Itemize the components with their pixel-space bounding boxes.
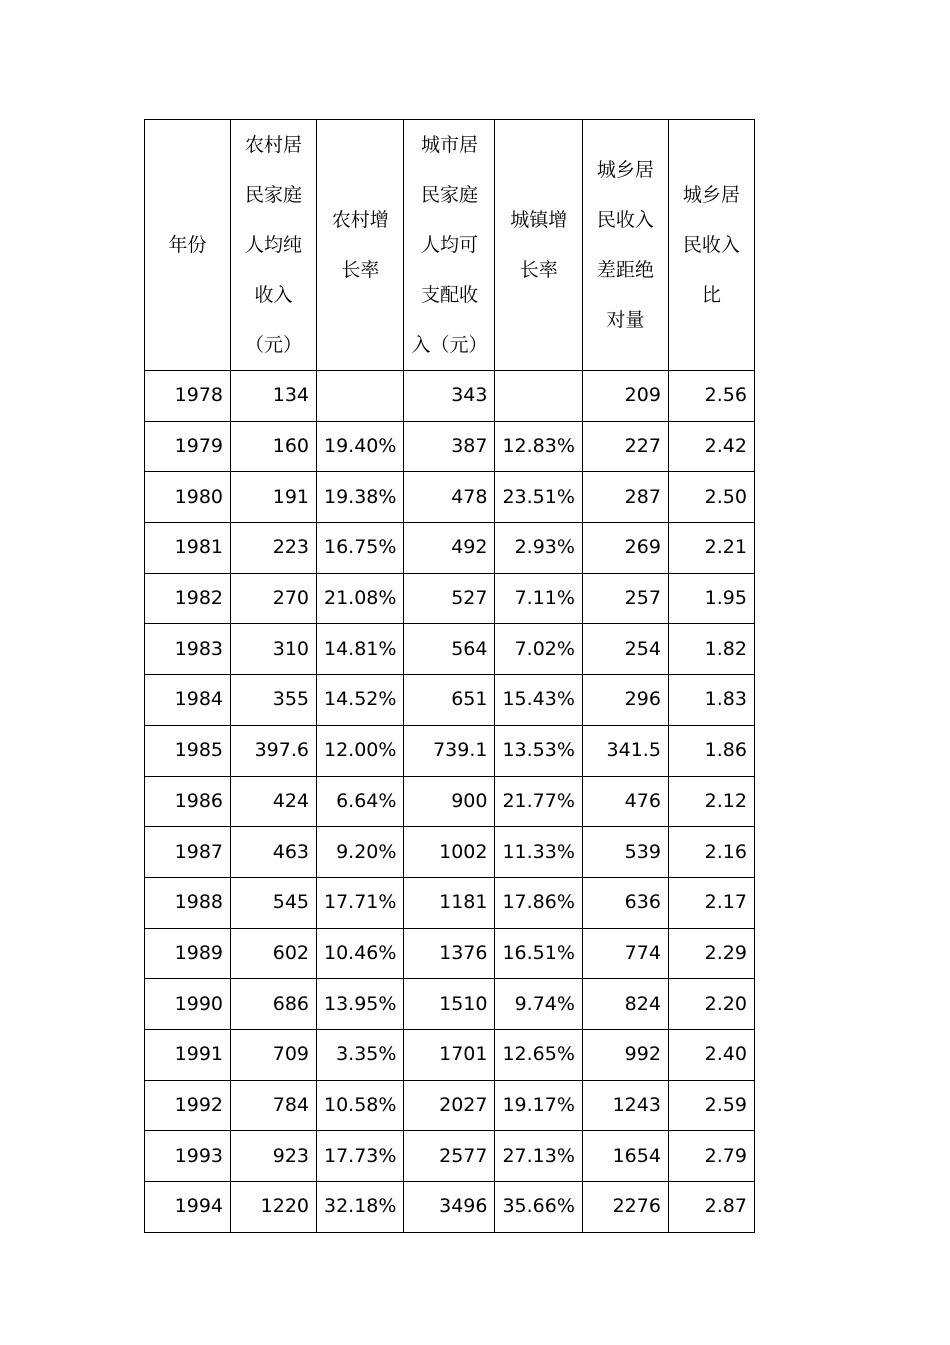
urban-income-cell: 1376 [404,928,495,979]
urban-growth-cell: 12.83% [495,421,582,472]
gap-absolute-cell: 774 [582,928,668,979]
header-line: 农村居 [244,134,302,156]
income-ratio-cell: 1.82 [668,624,754,675]
income-ratio-cell: 2.16 [668,827,754,878]
gap-absolute-cell: 1654 [582,1131,668,1182]
year-cell: 1991 [145,1029,231,1080]
income-ratio-cell: 2.29 [668,928,754,979]
income-ratio-cell: 2.21 [668,523,754,574]
header-rural-income [231,120,317,371]
rural-growth-cell: 17.71% [317,877,404,928]
header-line: 长率 [519,259,558,281]
income-ratio-cell: 2.56 [668,371,754,422]
urban-income-cell: 492 [404,523,495,574]
year-cell: 1984 [145,675,231,726]
header-line: 城市居 [420,134,478,156]
urban-growth-cell: 21.77% [495,776,582,827]
urban-growth-cell [495,371,582,422]
header-line: 民收入 [596,209,654,231]
urban-income-cell: 564 [404,624,495,675]
urban-income-cell: 343 [404,371,495,422]
header-line: 民家庭 [420,184,478,206]
table-row [145,1182,755,1233]
gap-absolute-cell: 257 [582,573,668,624]
urban-growth-cell: 11.33% [495,827,582,878]
rural-growth-cell: 6.64% [317,776,404,827]
urban-growth-cell: 7.11% [495,573,582,624]
year-cell: 1992 [145,1080,231,1131]
year-cell: 1987 [145,827,231,878]
urban-growth-cell: 19.17% [495,1080,582,1131]
rural-growth-cell: 16.75% [317,523,404,574]
table-row [145,371,755,422]
urban-income-cell: 3496 [404,1182,495,1233]
table-row [145,523,755,574]
income-ratio-cell: 2.17 [668,877,754,928]
income-ratio-cell: 2.59 [668,1080,754,1131]
rural-income-cell: 424 [231,776,317,827]
rural-income-cell: 784 [231,1080,317,1131]
rural-income-cell: 709 [231,1029,317,1080]
gap-absolute-cell: 287 [582,472,668,523]
gap-absolute-cell: 296 [582,675,668,726]
urban-growth-cell: 2.93% [495,523,582,574]
header-line: 城乡居 [596,159,654,181]
rural-growth-cell: 12.00% [317,725,404,776]
rural-growth-cell: 21.08% [317,573,404,624]
rural-growth-cell: 19.40% [317,421,404,472]
gap-absolute-cell: 992 [582,1029,668,1080]
rural-income-cell: 134 [231,371,317,422]
urban-growth-cell: 15.43% [495,675,582,726]
urban-growth-cell: 7.02% [495,624,582,675]
header-line: 城镇增 [510,209,568,231]
urban-income-cell: 478 [404,472,495,523]
urban-growth-cell: 9.74% [495,979,582,1030]
gap-absolute-cell: 539 [582,827,668,878]
rural-income-cell: 463 [231,827,317,878]
rural-income-cell: 310 [231,624,317,675]
table-row [145,776,755,827]
income-ratio-cell: 1.86 [668,725,754,776]
table-row [145,725,755,776]
year-cell: 1985 [145,725,231,776]
income-ratio-cell: 2.12 [668,776,754,827]
year-cell: 1993 [145,1131,231,1182]
urban-growth-cell: 23.51% [495,472,582,523]
rural-income-cell: 355 [231,675,317,726]
urban-income-cell: 651 [404,675,495,726]
rural-income-cell: 1220 [231,1182,317,1233]
urban-income-cell: 739.1 [404,725,495,776]
header-urban-growth [495,120,582,371]
urban-income-cell: 2577 [404,1131,495,1182]
table-row [145,877,755,928]
urban-income-cell: 1002 [404,827,495,878]
rural-income-cell: 270 [231,573,317,624]
rural-growth-cell: 10.46% [317,928,404,979]
table-row [145,675,755,726]
gap-absolute-cell: 1243 [582,1080,668,1131]
rural-growth-cell: 14.52% [317,675,404,726]
rural-income-cell: 191 [231,472,317,523]
header-line: 农村增 [331,209,389,231]
year-cell: 1986 [145,776,231,827]
header-rural-growth [317,120,404,371]
rural-growth-cell: 17.73% [317,1131,404,1182]
table-row [145,1029,755,1080]
rural-growth-cell: 13.95% [317,979,404,1030]
header-row [145,120,755,371]
header-line: 人均可 [420,234,478,256]
rural-income-cell: 223 [231,523,317,574]
urban-income-cell: 900 [404,776,495,827]
rural-income-cell: 602 [231,928,317,979]
gap-absolute-cell: 209 [582,371,668,422]
urban-growth-cell: 35.66% [495,1182,582,1233]
rural-growth-cell: 9.20% [317,827,404,878]
gap-absolute-cell: 636 [582,877,668,928]
gap-absolute-cell: 2276 [582,1182,668,1233]
header-line: 民收入 [682,234,740,256]
rural-growth-cell: 14.81% [317,624,404,675]
gap-absolute-cell: 254 [582,624,668,675]
header-urban-income [404,120,495,371]
gap-absolute-cell: 269 [582,523,668,574]
urban-growth-cell: 16.51% [495,928,582,979]
urban-income-cell: 527 [404,573,495,624]
header-gap-absolute [582,120,668,371]
header-line: 民家庭 [244,184,302,206]
header-line: 入（元） [411,334,488,356]
urban-growth-cell: 17.86% [495,877,582,928]
table-row [145,928,755,979]
year-cell: 1994 [145,1182,231,1233]
year-cell: 1979 [145,421,231,472]
rural-income-cell: 160 [231,421,317,472]
urban-income-cell: 1181 [404,877,495,928]
rural-growth-cell: 10.58% [317,1080,404,1131]
urban-income-cell: 387 [404,421,495,472]
income-ratio-cell: 2.87 [668,1182,754,1233]
year-cell: 1981 [145,523,231,574]
header-line: （元） [244,334,302,356]
income-ratio-cell: 2.40 [668,1029,754,1080]
income-ratio-cell: 2.79 [668,1131,754,1182]
year-cell: 1989 [145,928,231,979]
urban-income-cell: 2027 [404,1080,495,1131]
income-ratio-cell: 2.42 [668,421,754,472]
urban-growth-cell: 13.53% [495,725,582,776]
urban-growth-cell: 27.13% [495,1131,582,1182]
urban-income-cell: 1510 [404,979,495,1030]
income-ratio-cell: 2.50 [668,472,754,523]
rural-growth-cell: 19.38% [317,472,404,523]
rural-income-cell: 923 [231,1131,317,1182]
income-ratio-cell: 1.95 [668,573,754,624]
income-ratio-cell: 1.83 [668,675,754,726]
year-cell: 1980 [145,472,231,523]
year-cell: 1983 [145,624,231,675]
table-row [145,1080,755,1131]
table-row [145,472,755,523]
income-ratio-cell: 2.20 [668,979,754,1030]
table-row [145,624,755,675]
header-line: 城乡居 [682,184,740,206]
gap-absolute-cell: 476 [582,776,668,827]
year-cell: 1978 [145,371,231,422]
table-row [145,421,755,472]
year-cell: 1990 [145,979,231,1030]
gap-absolute-cell: 824 [582,979,668,1030]
year-cell: 1988 [145,877,231,928]
table-row [145,827,755,878]
header-line: 比 [701,284,721,306]
table-row [145,573,755,624]
table-row [145,1131,755,1182]
header-line: 支配收 [420,284,478,306]
header-income-ratio [668,120,754,371]
table-body [145,371,755,1233]
rural-growth-cell: 3.35% [317,1029,404,1080]
urban-growth-cell: 12.65% [495,1029,582,1080]
header-line: 年份 [168,234,207,256]
rural-growth-cell: 32.18% [317,1182,404,1233]
header-year [145,120,231,371]
urban-income-cell: 1701 [404,1029,495,1080]
rural-income-cell: 397.6 [231,725,317,776]
year-cell: 1982 [145,573,231,624]
gap-absolute-cell: 227 [582,421,668,472]
header-line: 长率 [341,259,380,281]
rural-income-cell: 686 [231,979,317,1030]
header-line: 收入 [254,284,293,306]
table-row [145,979,755,1030]
header-line: 差距绝 [596,259,654,281]
header-line: 对量 [606,309,645,331]
rural-income-cell: 545 [231,877,317,928]
gap-absolute-cell: 341.5 [582,725,668,776]
income-table [144,119,755,1233]
rural-growth-cell [317,371,404,422]
header-line: 人均纯 [244,234,302,256]
